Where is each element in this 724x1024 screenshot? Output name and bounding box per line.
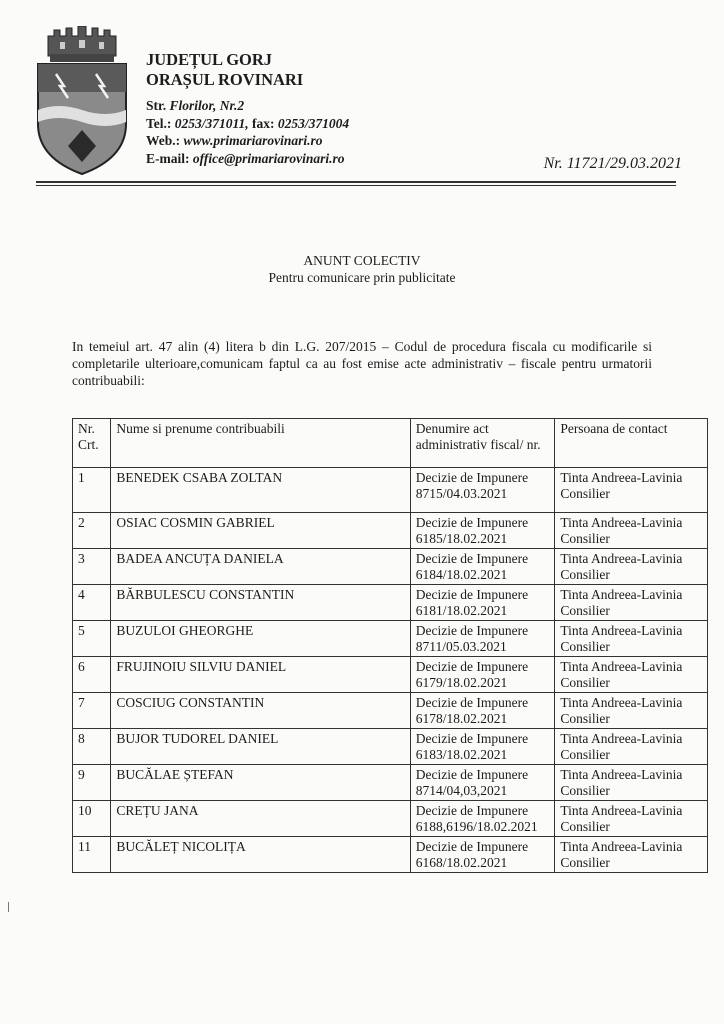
row-number-line: 7	[78, 695, 85, 710]
act-reference-line: Decizie de Impunere	[415, 587, 529, 602]
taxpayer-name-line: BADEA ANCUȚA DANIELA	[116, 551, 284, 566]
act-reference	[410, 468, 555, 513]
table-row	[73, 765, 708, 801]
act-reference-line: Decizie de Impunere	[415, 515, 529, 530]
contact-person-line: Tinta Andreea-Lavinia	[560, 623, 683, 638]
row-number-line: 4	[78, 587, 85, 602]
taxpayer-table	[72, 418, 708, 873]
taxpayer-name	[111, 585, 410, 621]
web-link[interactable]: www.primariarovinari.ro	[183, 133, 323, 148]
contact-person	[555, 585, 708, 621]
act-reference-line: Decizie de Impunere	[415, 803, 529, 818]
act-reference	[410, 585, 555, 621]
contact-person-line: Consilier	[560, 711, 610, 726]
taxpayer-name	[111, 729, 410, 765]
fax-label: fax:	[252, 115, 275, 131]
notice-title: ANUNT COLECTIV	[303, 253, 421, 268]
header-act: Denumire act administrativ fiscal/ nr.	[410, 419, 555, 468]
contact-person	[555, 837, 708, 873]
header-name: Nume si prenume contribuabili	[111, 419, 410, 468]
web-label: Web.:	[146, 133, 181, 148]
contact-person-line: Consilier	[560, 486, 610, 501]
row-number-line: 2	[78, 515, 85, 530]
act-reference-line: 6188,6196/18.02.2021	[415, 819, 538, 834]
contact-person-line: Tinta Andreea-Lavinia	[560, 659, 683, 674]
act-reference-line: 6184/18.02.2021	[415, 567, 508, 582]
contact-person-line: Consilier	[560, 819, 610, 834]
phone-line	[146, 115, 349, 133]
act-reference-line: 6183/18.02.2021	[415, 747, 508, 762]
contact-person	[555, 765, 708, 801]
act-reference-line: 8714/04,03,2021	[415, 783, 508, 798]
act-reference-line: Decizie de Impunere	[415, 659, 529, 674]
act-reference-line: Decizie de Impunere	[415, 767, 529, 782]
row-number-line: 5	[78, 623, 85, 638]
email-line	[146, 150, 349, 168]
act-reference	[410, 549, 555, 585]
row-number	[73, 549, 111, 585]
row-number	[73, 801, 111, 837]
act-reference	[410, 765, 555, 801]
row-number-line: 3	[78, 551, 85, 566]
taxpayer-name-line: BĂRBULESCU CONSTANTIN	[116, 587, 295, 602]
address-label: Str.	[146, 98, 167, 113]
taxpayer-name-line: COSCIUG CONSTANTIN	[116, 695, 265, 710]
contact-person	[555, 801, 708, 837]
table-row	[73, 585, 708, 621]
act-reference-line: Decizie de Impunere	[415, 731, 529, 746]
taxpayer-name	[111, 657, 410, 693]
taxpayer-name-line: CREȚU JANA	[116, 803, 199, 818]
taxpayer-name-line: BUJOR TUDOREL DANIEL	[116, 731, 279, 746]
act-reference-line: Decizie de Impunere	[415, 551, 529, 566]
act-reference-line: 6178/18.02.2021	[415, 711, 508, 726]
header-contact: Persoana de contact	[555, 419, 708, 468]
fax-value: 0253/371004	[277, 115, 350, 131]
act-reference	[410, 693, 555, 729]
contact-person-line: Consilier	[560, 603, 610, 618]
table-row	[73, 801, 708, 837]
table-row	[73, 693, 708, 729]
act-reference	[410, 837, 555, 873]
row-number-line: 8	[78, 731, 85, 746]
act-reference	[410, 621, 555, 657]
header-nr: Nr. Crt.	[73, 419, 111, 468]
email-link[interactable]: office@primariarovinari.ro	[192, 150, 345, 166]
web-line	[146, 132, 349, 150]
contact-person	[555, 621, 708, 657]
act-reference	[410, 729, 555, 765]
taxpayer-name-line: OSIAC COSMIN GABRIEL	[116, 515, 275, 530]
contact-person	[555, 513, 708, 549]
taxpayer-name	[111, 468, 410, 513]
row-number-line: 11	[78, 839, 91, 854]
table-row	[73, 657, 708, 693]
contact-person-line: Consilier	[560, 639, 610, 654]
contact-person-line: Consilier	[560, 747, 610, 762]
act-reference-line: 6168/18.02.2021	[415, 855, 508, 870]
row-number	[73, 765, 111, 801]
scan-mark	[8, 902, 9, 912]
contact-person-line: Consilier	[560, 675, 610, 690]
contact-person-line: Consilier	[560, 783, 610, 798]
row-number	[73, 729, 111, 765]
contact-person	[555, 468, 708, 513]
act-reference-line: Decizie de Impunere	[415, 695, 529, 710]
row-number	[73, 693, 111, 729]
coat-of-arms-icon	[34, 26, 130, 176]
row-number-line: 6	[78, 659, 85, 674]
taxpayer-name-line: BUCĂLAE ȘTEFAN	[116, 767, 234, 782]
contact-person-line: Tinta Andreea-Lavinia	[560, 587, 683, 602]
address-value: Florilor, Nr.2	[169, 98, 245, 113]
town-name: ORAȘUL ROVINARI	[146, 70, 304, 89]
table-row	[73, 513, 708, 549]
contact-person	[555, 657, 708, 693]
header-divider	[36, 181, 676, 183]
contact-person-line: Consilier	[560, 855, 610, 870]
contact-person-line: Tinta Andreea-Lavinia	[560, 515, 683, 530]
email-label: E-mail:	[146, 150, 190, 166]
taxpayer-name-line: BENEDEK CSABA ZOLTAN	[116, 470, 283, 485]
contact-person-line: Tinta Andreea-Lavinia	[560, 551, 683, 566]
taxpayer-name-line: BUZULOI GHEORGHE	[116, 623, 254, 638]
row-number-line: 10	[78, 803, 92, 818]
taxpayer-name	[111, 621, 410, 657]
contact-person	[555, 549, 708, 585]
table-row	[73, 621, 708, 657]
contact-person-line: Tinta Andreea-Lavinia	[560, 767, 683, 782]
contact-person	[555, 729, 708, 765]
contact-person-line: Consilier	[560, 567, 610, 582]
contact-person-line: Tinta Andreea-Lavinia	[560, 731, 683, 746]
taxpayer-name	[111, 549, 410, 585]
tel-label: Tel.:	[146, 115, 172, 131]
reference-number: Nr. 11721/29.03.2021	[543, 155, 682, 172]
contact-person-line: Tinta Andreea-Lavinia	[560, 803, 683, 818]
row-number	[73, 657, 111, 693]
act-reference-line: 8715/04.03.2021	[415, 486, 508, 501]
act-reference	[410, 513, 555, 549]
taxpayer-name	[111, 801, 410, 837]
row-number	[73, 585, 111, 621]
table-row	[73, 468, 708, 513]
row-number-line: 9	[78, 767, 85, 782]
act-reference-line: Decizie de Impunere	[415, 623, 529, 638]
table-row	[73, 549, 708, 585]
contact-person-line: Consilier	[560, 531, 610, 546]
notice-intro: In temeiul art. 47 alin (4) litera b din L.G. 207/2015 – Codul de procedura fiscala cu modificarile si completarile ulterioare,comunicam faptul ca au fost emise acte administrativ – fiscale pentru urmatorii contribuabili:	[72, 339, 652, 388]
table-header-row	[73, 419, 708, 468]
act-reference-line: 6185/18.02.2021	[415, 531, 508, 546]
tel-value: 0253/371011,	[174, 115, 249, 131]
act-reference	[410, 657, 555, 693]
taxpayer-name-line: FRUJINOIU SILVIU DANIEL	[116, 659, 287, 674]
act-reference-line: Decizie de Impunere	[415, 470, 529, 485]
header-divider-thin	[36, 185, 676, 186]
act-reference-line: 8711/05.03.2021	[415, 639, 507, 654]
notice-subtitle: Pentru comunicare prin publicitate	[268, 270, 456, 285]
row-number	[73, 513, 111, 549]
row-number	[73, 468, 111, 513]
taxpayer-name	[111, 765, 410, 801]
contact-person	[555, 693, 708, 729]
taxpayer-name	[111, 513, 410, 549]
address-line	[146, 97, 349, 115]
taxpayer-name	[111, 837, 410, 873]
act-reference-line: 6181/18.02.2021	[415, 603, 508, 618]
county-name: JUDEȚUL GORJ	[146, 50, 273, 69]
taxpayer-name	[111, 693, 410, 729]
table-row	[73, 837, 708, 873]
table-row	[73, 729, 708, 765]
row-number	[73, 837, 111, 873]
contact-person-line: Tinta Andreea-Lavinia	[560, 695, 683, 710]
act-reference-line: 6179/18.02.2021	[415, 675, 508, 690]
act-reference-line: Decizie de Impunere	[415, 839, 529, 854]
row-number	[73, 621, 111, 657]
act-reference	[410, 801, 555, 837]
row-number-line: 1	[78, 470, 85, 485]
contact-person-line: Tinta Andreea-Lavinia	[560, 839, 683, 854]
contact-person-line: Tinta Andreea-Lavinia	[560, 470, 683, 485]
taxpayer-name-line: BUCĂLEȚ NICOLIȚA	[116, 839, 246, 854]
